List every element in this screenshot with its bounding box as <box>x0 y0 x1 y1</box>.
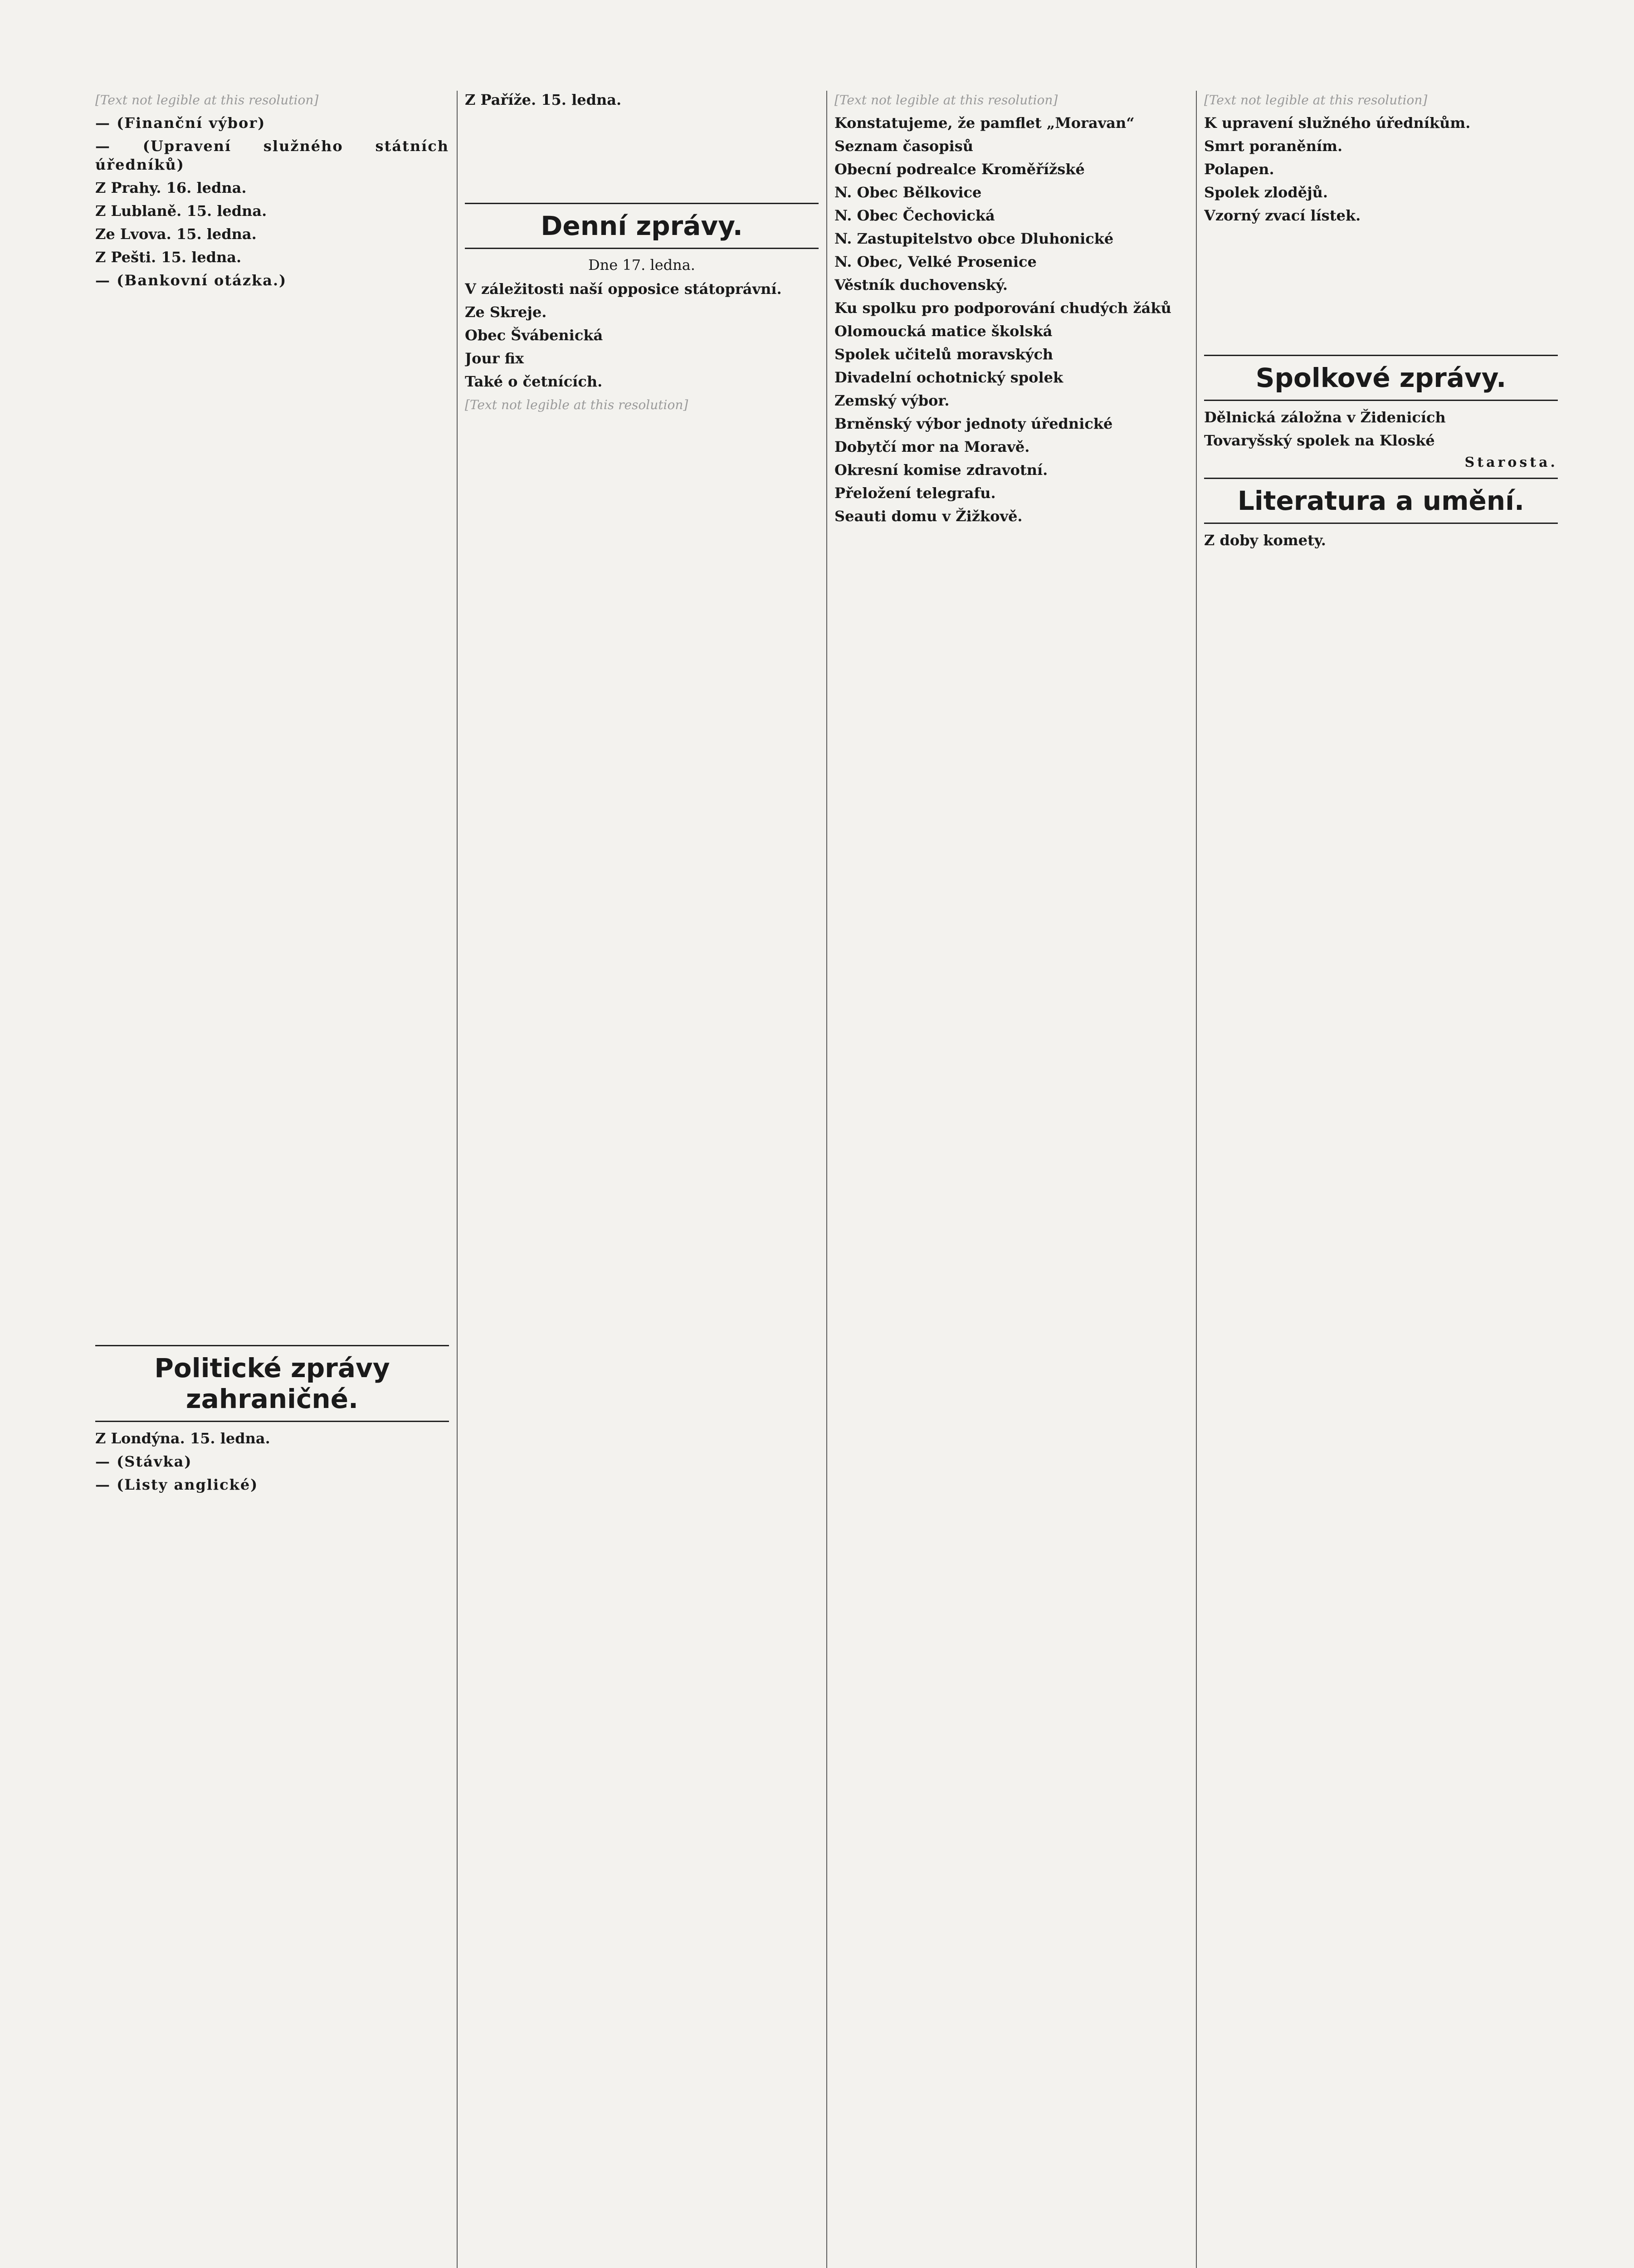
item-heading: Tovaryšský spolek na Kloské <box>1204 432 1435 449</box>
item-heading: Věstník duchovenský. <box>834 276 1008 293</box>
item-heading: N. Obec Bělkovice <box>834 184 982 201</box>
item-heading: Polapen. <box>1204 161 1274 178</box>
item-heading: Zemský výbor. <box>834 392 950 409</box>
signature: Starosta. <box>1464 455 1558 470</box>
item-heading: Olomoucká matice školská <box>834 323 1053 340</box>
item-heading: Obec Švábenická <box>465 327 603 344</box>
column-1 <box>95 91 449 2268</box>
section-title-associations: Spolkové zprávy. <box>1204 355 1558 401</box>
section-date: Dne 17. ledna. <box>588 256 695 274</box>
item-heading: Přeložení telegrafu. <box>834 484 996 502</box>
item-heading: Dobytčí mor na Moravě. <box>834 438 1030 455</box>
item-heading: — (Upravení služného státních úředníků) <box>95 137 449 173</box>
item-heading: N. Zastupitelstvo obce Dluhonické <box>834 230 1114 247</box>
paragraph: [Text not legible at this resolution] <box>1204 93 1428 108</box>
item-heading: — (Listy anglické) <box>95 1476 259 1493</box>
item-heading: N. Obec, Velké Prosenice <box>834 253 1037 270</box>
item-heading: Vzorný zvací lístek. <box>1204 207 1361 224</box>
item-heading: Z doby komety. <box>1204 532 1326 549</box>
paragraph: [Text not legible at this resolution] <box>95 93 319 108</box>
paragraph: [Text not legible at this resolution] <box>465 397 688 412</box>
item-heading: Smrt poraněním. <box>1204 137 1343 155</box>
column-3 <box>834 91 1188 2268</box>
item-heading: Brněnský výbor jednoty úřednické <box>834 415 1113 432</box>
section-title-literature: Literatura a umění. <box>1204 478 1558 524</box>
column-2 <box>465 91 819 2268</box>
item-heading: — (Stávka) <box>95 1453 192 1470</box>
column-rule <box>1196 91 1197 2268</box>
section-title-daily: Denní zprávy. <box>465 203 819 249</box>
dateline: Z Prahy. 16. ledna. <box>95 179 247 196</box>
item-heading: Okresní komise zdravotní. <box>834 461 1048 479</box>
item-heading: Ze Skreje. <box>465 303 547 321</box>
item-heading: Seznam časopisů <box>834 137 974 155</box>
item-heading: Jour fix <box>465 350 524 367</box>
dateline: Z Lublaně. 15. ledna. <box>95 202 267 220</box>
dateline: Z Pešti. 15. ledna. <box>95 249 242 266</box>
item-heading: Dělnická záložna v Židenicích <box>1204 409 1446 426</box>
item-heading: Spolek učitelů moravských <box>834 346 1054 363</box>
item-heading: Konstatujeme, že pamflet „Moravan“ <box>834 114 1135 132</box>
column-rule <box>826 91 827 2268</box>
item-heading: Spolek zlodějů. <box>1204 184 1328 201</box>
item-heading: N. Obec Čechovická <box>834 207 995 224</box>
item-heading: Obecní podrealce Kroměřížské <box>834 161 1085 178</box>
dateline: Ze Lvova. 15. ledna. <box>95 225 257 243</box>
item-heading: K upravení služného úředníkům. <box>1204 114 1471 132</box>
body-text-block <box>1204 230 1558 347</box>
item-heading: Seauti domu v Žižkově. <box>834 508 1023 525</box>
item-heading: — (Bankovní otázka.) <box>95 272 287 289</box>
item-heading: — (Finanční výbor) <box>95 114 266 132</box>
dateline: Z Londýna. 15. ledna. <box>95 1430 270 1447</box>
dateline: Z Paříže. 15. ledna. <box>465 91 622 108</box>
column-4 <box>1204 91 1558 2268</box>
item-heading: Divadelní ochotnický spolek <box>834 369 1063 386</box>
section-title-political: Politické zprávy zahraničné. <box>95 1345 449 1422</box>
item-heading: Také o četnících. <box>465 373 603 390</box>
column-rule <box>457 91 458 2268</box>
body-text-block <box>465 114 819 196</box>
paragraph: [Text not legible at this resolution] <box>834 93 1058 108</box>
item-heading: V záležitosti naší opposice státoprávní. <box>465 280 782 298</box>
newspaper-page <box>95 91 1560 2268</box>
item-heading: Ku spolku pro podporování chudých žáků <box>834 299 1171 317</box>
body-text-block <box>95 294 449 1338</box>
